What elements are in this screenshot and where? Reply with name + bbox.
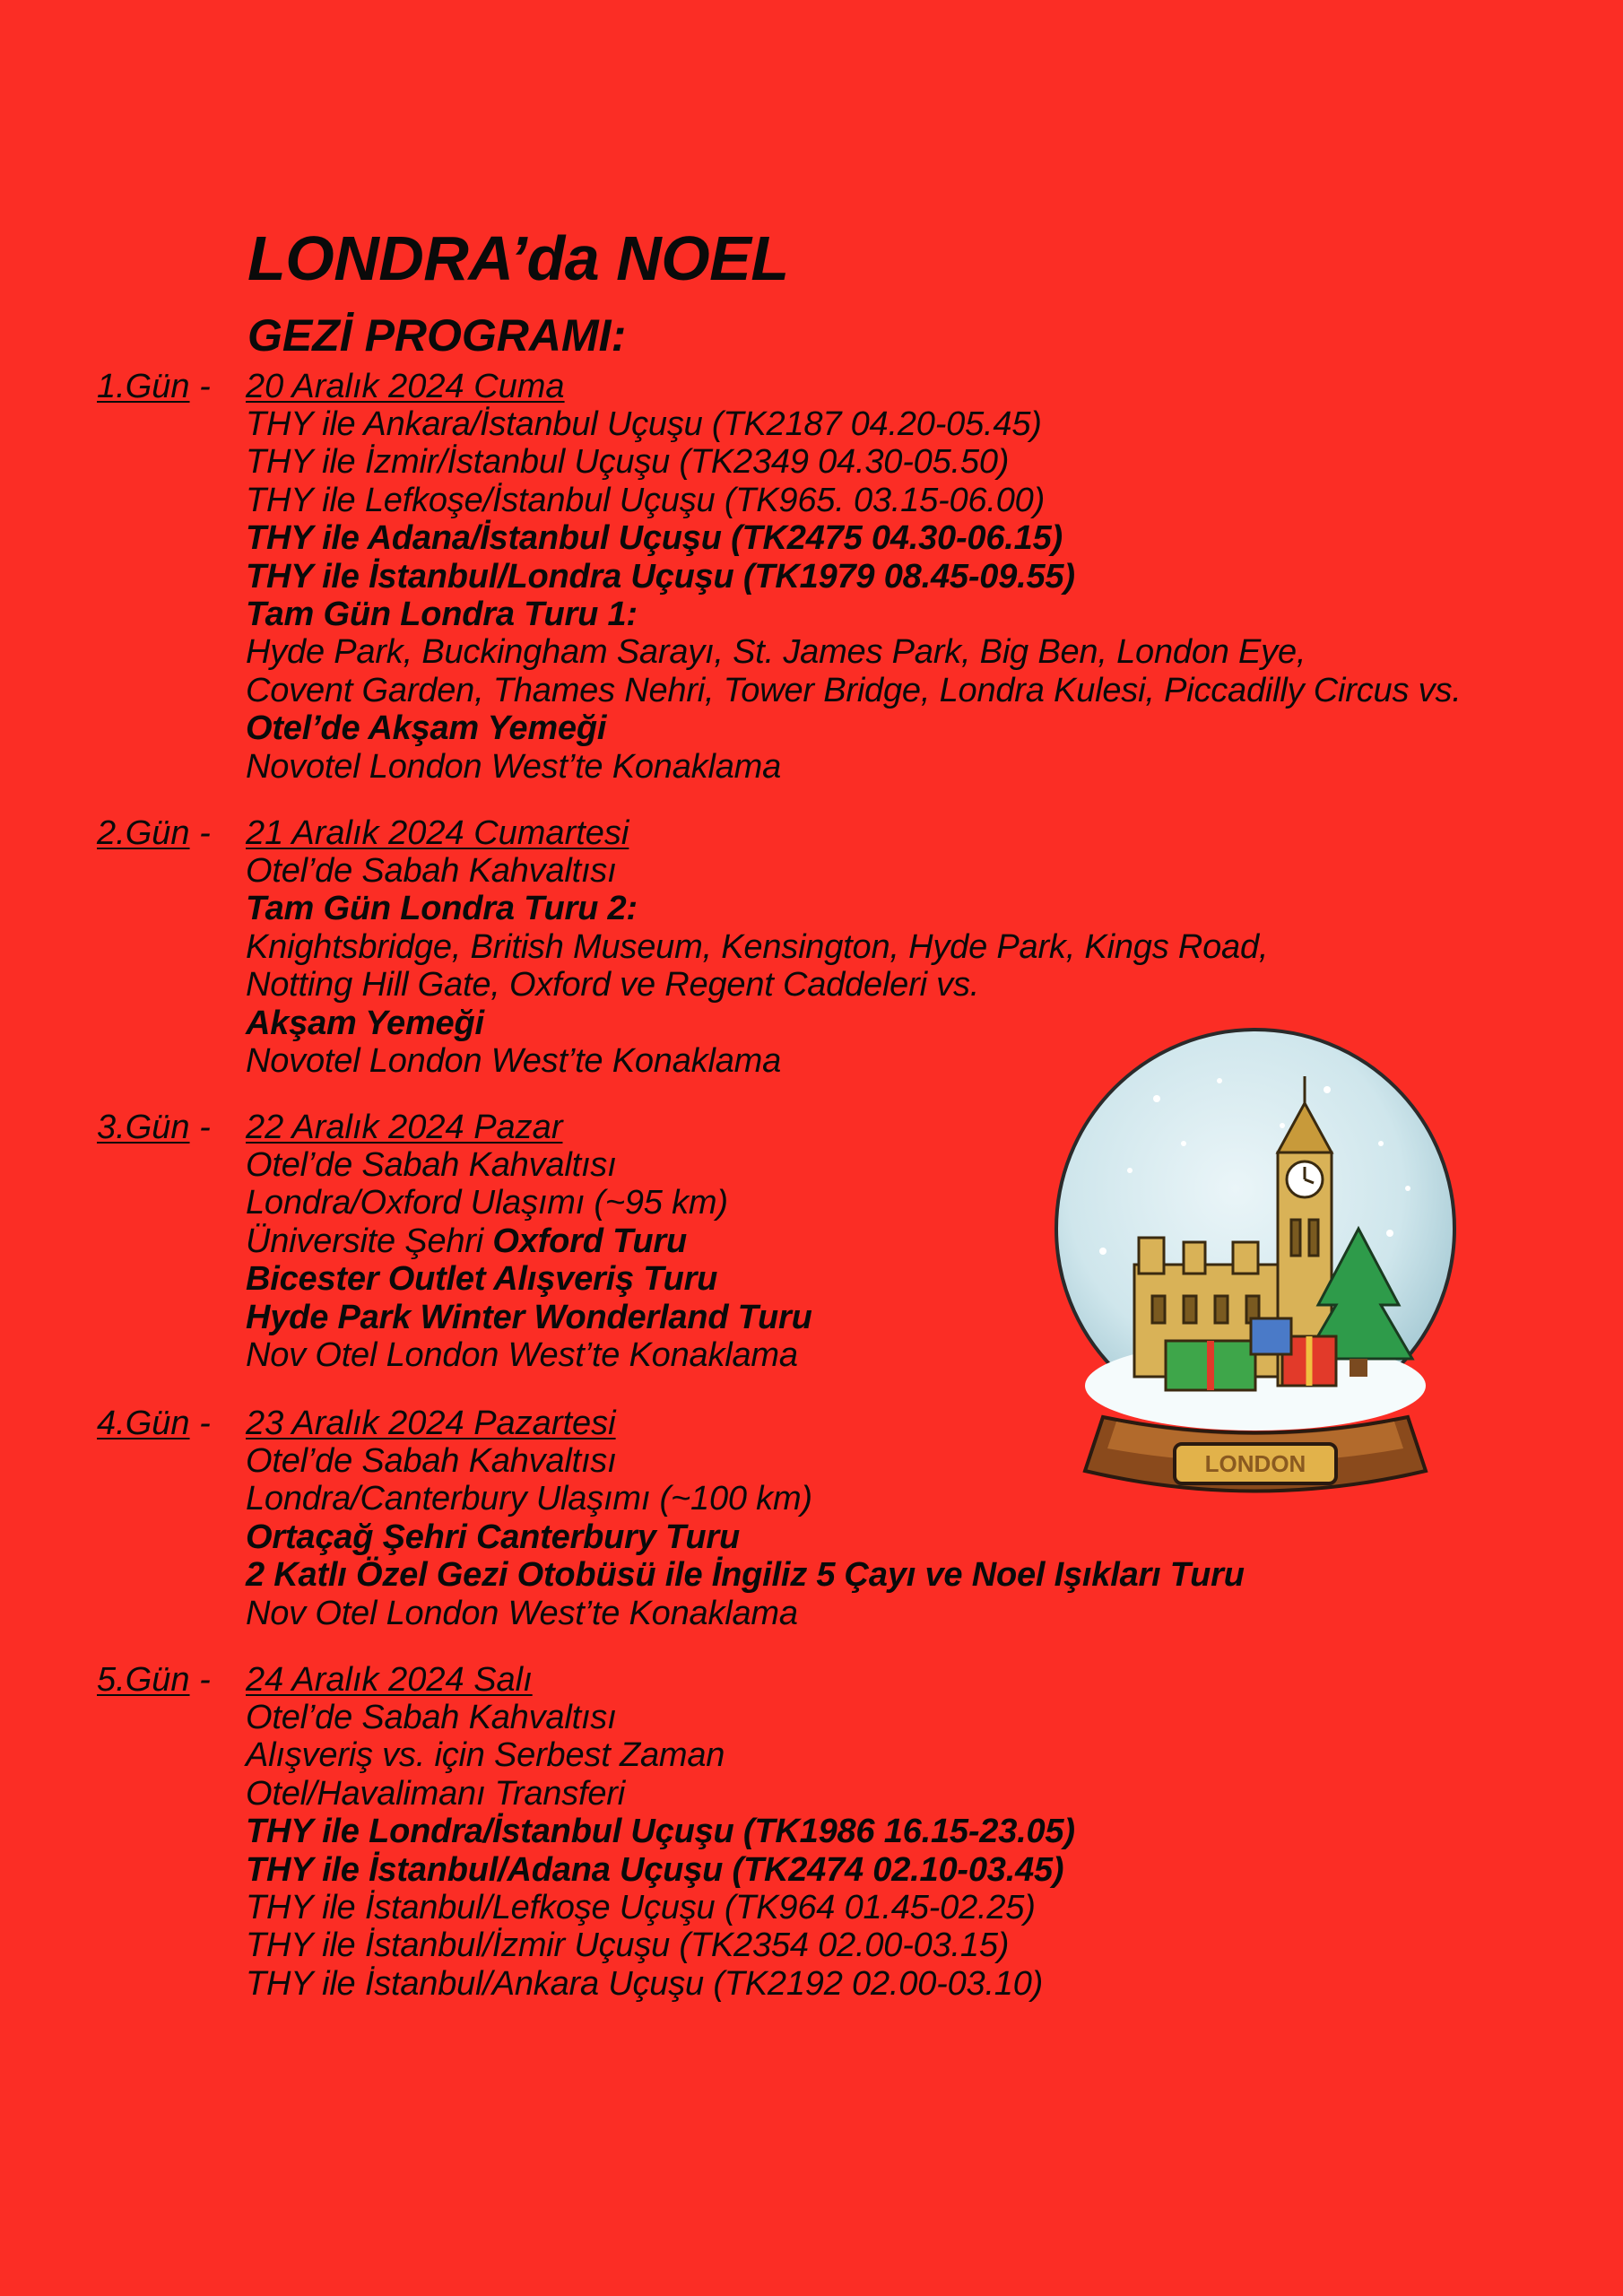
activity-line: Nov Otel London West’te Konaklama xyxy=(246,1336,798,1375)
activity-line: Covent Garden, Thames Nehri, Tower Bridge, Londra Kulesi, Piccadilly Circus vs. xyxy=(246,671,1462,709)
page-title: LONDRA’da NOEL xyxy=(247,223,789,293)
day-activities xyxy=(246,1146,812,1374)
activity-line: THY ile Ankara/İstanbul Uçuşu (TK2187 04.20-05.45) xyxy=(246,405,1042,443)
snow-globe-illustration xyxy=(1049,1027,1462,1516)
activity-line: Novotel London West’te Konaklama xyxy=(246,1042,782,1081)
activity-line: Ortaçağ Şehri Canterbury Turu xyxy=(246,1518,740,1556)
day-date: 21 Aralık 2024 Cumartesi xyxy=(246,814,629,852)
activity-line: Otel’de Sabah Kahvaltısı xyxy=(246,1699,617,1736)
activity-line: Üniversite Şehri Oxford Turu xyxy=(246,1222,688,1260)
activity-line: Notting Hill Gate, Oxford ve Regent Caddeleri vs. xyxy=(246,966,980,1004)
activity-line: Otel’de Sabah Kahvaltısı xyxy=(246,852,617,890)
activity-line: Novotel London West’te Konaklama xyxy=(246,747,782,786)
activity-line: THY ile Adana/İstanbul Uçuşu (TK2475 04.30-06.15) xyxy=(246,519,1063,558)
activity-line: Hyde Park, Buckingham Sarayı, St. James Park, Big Ben, London Eye, xyxy=(246,633,1306,672)
globe-label: LONDON xyxy=(1204,1450,1306,1477)
activity-line: THY ile İstanbul/Lefkoşe Uçuşu (TK964 01.45-02.25) xyxy=(246,1889,1036,1927)
activity-line: Otel’de Sabah Kahvaltısı xyxy=(246,1146,617,1184)
activity-line: Akşam Yemeği xyxy=(246,1004,484,1042)
activity-line: Otel’de Akşam Yemeği xyxy=(246,709,607,748)
activity-line: 2 Katlı Özel Gezi Otobüsü ile İngiliz 5 Çayı ve Noel Işıkları Turu xyxy=(246,1556,1245,1595)
day-label: 1.Gün - xyxy=(97,368,211,405)
activity-line: Otel’de Sabah Kahvaltısı xyxy=(246,1442,617,1480)
activity-line: THY ile İstanbul/Ankara Uçuşu (TK2192 02.00-03.10) xyxy=(246,1964,1044,2003)
day-date: 24 Aralık 2024 Salı xyxy=(246,1661,533,1699)
day-label: 4.Gün - xyxy=(97,1405,211,1442)
activity-line: Otel/Havalimanı Transferi xyxy=(246,1774,625,1813)
activity-line: Bicester Outlet Alışveriş Turu xyxy=(246,1260,718,1299)
day-label: 2.Gün - xyxy=(97,814,211,852)
activity-line: Tam Gün Londra Turu 1: xyxy=(246,596,638,634)
activity-line: THY ile Lefkoşe/İstanbul Uçuşu (TK965. 03.15-06.00) xyxy=(246,481,1046,519)
day-label: 3.Gün - xyxy=(97,1109,211,1146)
program-subtitle: GEZİ PROGRAMI: xyxy=(247,310,627,361)
activity-line: Hyde Park Winter Wonderland Turu xyxy=(246,1298,812,1336)
day-activities xyxy=(246,1699,1075,2003)
day-date: 22 Aralık 2024 Pazar xyxy=(246,1109,563,1146)
activity-line: Tam Gün Londra Turu 2: xyxy=(246,890,638,928)
activity-line: THY ile İstanbul/Londra Uçuşu (TK1979 08.45-09.55) xyxy=(246,557,1075,596)
activity-line: THY ile İstanbul/Adana Uçuşu (TK2474 02.10-03.45) xyxy=(246,1850,1064,1889)
day-date: 23 Aralık 2024 Pazartesi xyxy=(246,1405,616,1442)
activity-line: Londra/Oxford Ulaşımı (~95 km) xyxy=(246,1184,728,1222)
activity-line: Knightsbridge, British Museum, Kensington, Hyde Park, Kings Road, xyxy=(246,927,1269,966)
activity-line: THY ile Londra/İstanbul Uçuşu (TK1986 16.15-23.05) xyxy=(246,1813,1075,1851)
activity-line: THY ile İzmir/İstanbul Uçuşu (TK2349 04.30-05.50) xyxy=(246,443,1010,482)
activity-line: THY ile İstanbul/İzmir Uçuşu (TK2354 02.00-03.15) xyxy=(246,1926,1010,1965)
activity-line: Londra/Canterbury Ulaşımı (~100 km) xyxy=(246,1480,812,1518)
activity-line: Nov Otel London West’te Konaklama xyxy=(246,1594,798,1632)
day-label: 5.Gün - xyxy=(97,1661,211,1699)
activity-line: Alışveriş vs. için Serbest Zaman xyxy=(246,1736,725,1775)
day-date: 20 Aralık 2024 Cuma xyxy=(246,368,565,405)
day-activities xyxy=(246,405,1462,786)
